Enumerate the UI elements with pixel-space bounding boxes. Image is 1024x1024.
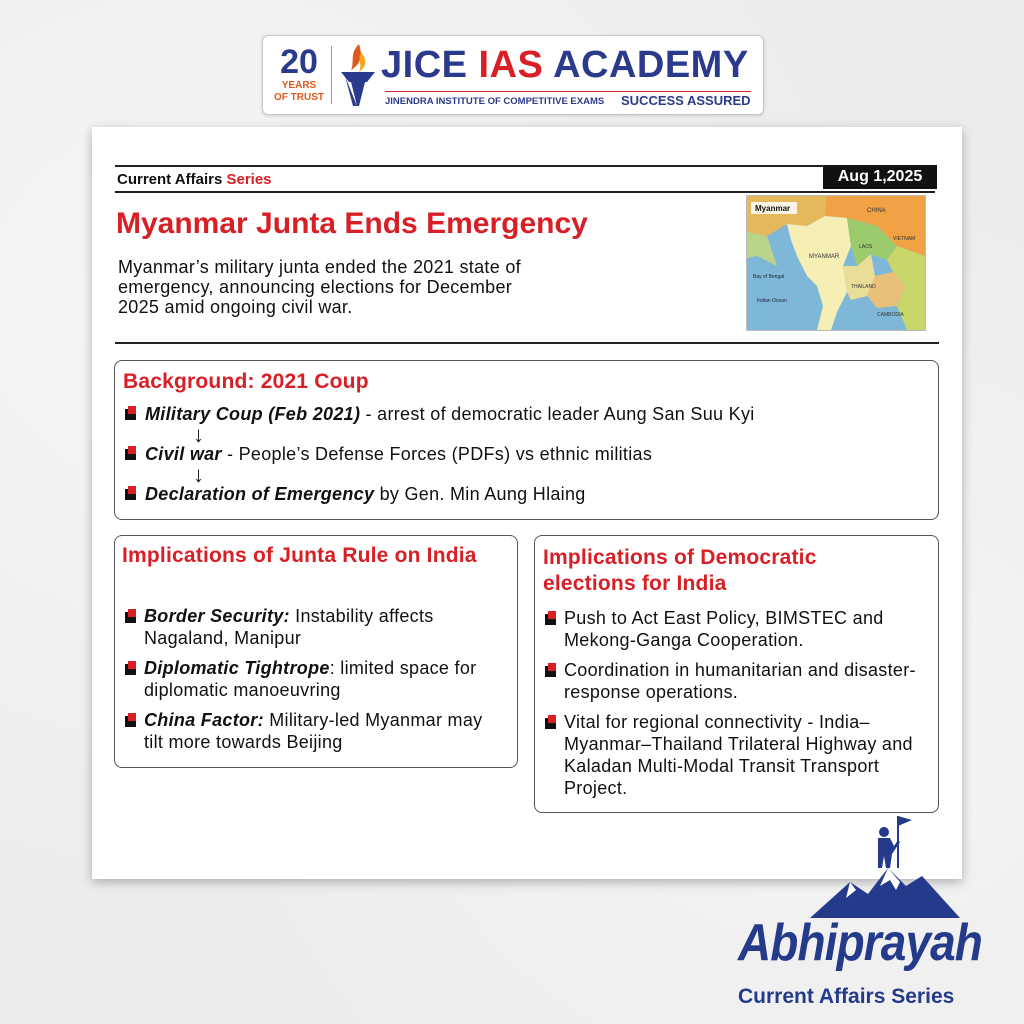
bullet-icon	[125, 409, 136, 420]
brand-jice: JICE	[381, 44, 468, 86]
bullet-icon	[545, 666, 556, 677]
torch-icon	[337, 42, 379, 108]
background-item-3	[145, 483, 586, 505]
bullet-icon	[125, 449, 136, 460]
background-title: Background: 2021 Coup	[123, 370, 369, 393]
bullet-icon	[125, 612, 136, 623]
background-item-2-text: - People’s Defense Forces (PDFs) vs ethnic militias	[221, 444, 653, 464]
map-vietnam-label: VIETNAM	[893, 236, 916, 242]
democratic-implications-box	[534, 535, 939, 813]
footer-series-label: Current Affairs Series	[738, 985, 955, 1008]
map-ocean-label: Indian Ocean	[757, 298, 787, 304]
date-badge: Aug 1,2025	[823, 165, 937, 189]
myanmar-map	[746, 195, 926, 331]
background-box	[114, 360, 939, 520]
background-item-1	[145, 403, 755, 425]
background-item-1-bold: Military Coup (Feb 2021)	[145, 404, 361, 424]
map-bay-label: Bay of Bengal	[753, 274, 785, 280]
brand-academy: ACADEMY	[553, 44, 749, 86]
background-item-3-bold: Declaration of Emergency	[145, 484, 375, 504]
junta-item-1-bold: Border Security:	[144, 606, 290, 626]
bullet-icon	[125, 716, 136, 727]
background-item-3-text: by Gen. Min Aung Hlaing	[374, 484, 586, 504]
background-item-2	[145, 443, 652, 465]
logo-separator	[331, 46, 332, 104]
junta-item-2-bold: Diplomatic Tightrope	[144, 658, 330, 678]
article-title: Myanmar Junta Ends Emergency	[116, 207, 588, 240]
down-arrow-icon: ↓	[193, 462, 204, 487]
map-title-label: Myanmar	[755, 204, 791, 213]
junta-item-2	[144, 657, 504, 701]
junta-item-3	[144, 709, 504, 753]
article-card	[92, 127, 962, 879]
junta-implications-title: Implications of Junta Rule on India	[122, 544, 477, 567]
junta-implications-box	[114, 535, 518, 768]
junta-item-2-text: : limited space for diplomatic manoeuvring	[144, 658, 477, 700]
bullet-icon	[125, 664, 136, 675]
logo-underline	[385, 91, 751, 92]
brand-ias: IAS	[478, 44, 544, 86]
democratic-implications-title: Implications of Democratic elections for India	[543, 546, 817, 595]
democratic-item-2: Coordination in humanitarian and disaster-response operations.	[564, 660, 916, 702]
years-number: 20	[280, 43, 318, 81]
logo-tagline: SUCCESS ASSURED	[621, 93, 751, 108]
bullet-icon	[545, 614, 556, 625]
jice-logo	[262, 35, 764, 115]
map-laos-label: LAOS	[859, 244, 873, 250]
mountain-flag-icon	[810, 810, 960, 918]
map-myanmar-label: MYANMAR	[809, 254, 840, 260]
years-of-trust	[271, 44, 327, 104]
of-trust-text: OF TRUST	[274, 92, 324, 103]
title-divider	[115, 342, 939, 344]
junta-item-1-text: Instability affects Nagaland, Manipur	[144, 606, 434, 648]
map-china-label: CHINA	[867, 208, 886, 214]
series-label	[117, 171, 272, 188]
article-summary: Myanmar’s military junta ended the 2021 state of emergency, announcing elections for December 2025 amid ongoing civil war.	[118, 257, 521, 317]
series-accent: Series	[226, 171, 272, 188]
brand-name	[381, 44, 749, 86]
map-thailand-label: THAILAND	[851, 284, 876, 290]
junta-item-3-text: Military-led Myanmar may tilt more towards Beijing	[144, 710, 483, 752]
bullet-icon	[125, 489, 136, 500]
junta-item-1	[144, 605, 504, 649]
series-bar	[115, 165, 935, 193]
background-item-1-text: - arrest of democratic leader Aung San Suu Kyi	[360, 404, 755, 424]
years-text: YEARS	[281, 80, 317, 91]
logo-subtitle: JINENDRA INSTITUTE OF COMPETITIVE EXAMS	[385, 96, 605, 107]
map-cambodia-label: CAMBODIA	[877, 312, 904, 318]
background-item-2-bold: Civil war	[145, 444, 222, 464]
abhiprayah-wordmark: Abhiprayah	[736, 914, 982, 972]
junta-item-3-bold: China Factor:	[144, 710, 264, 730]
democratic-item-3: Vital for regional connectivity - India–Myanmar–Thailand Trilateral Highway and Kaladan Multi-Modal Transit Transport Project.	[564, 712, 913, 798]
down-arrow-icon: ↓	[193, 422, 204, 447]
democratic-item-1: Push to Act East Policy, BIMSTEC and Mekong-Ganga Cooperation.	[564, 608, 884, 650]
bullet-icon	[545, 718, 556, 729]
series-label-text: Current Affairs	[117, 171, 223, 188]
abhiprayah-logo	[734, 906, 986, 972]
